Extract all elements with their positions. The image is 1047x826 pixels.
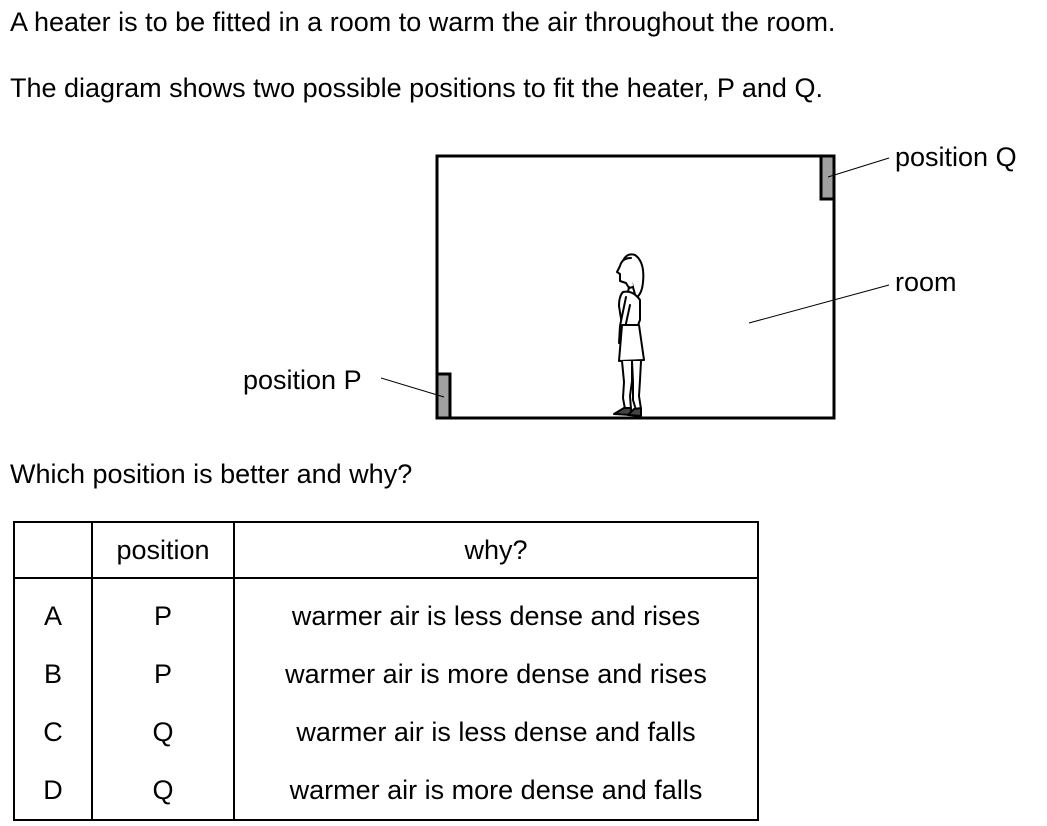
option-position: P xyxy=(92,578,234,645)
option-letter: C xyxy=(14,703,92,761)
question-line-1: A heater is to be fitted in a room to warm the air throughout the room. xyxy=(10,7,836,37)
option-position: Q xyxy=(92,761,234,820)
heater-p xyxy=(437,374,450,418)
option-position: Q xyxy=(92,703,234,761)
leader-line-q xyxy=(828,158,889,177)
header-letter xyxy=(14,522,92,578)
option-reason: warmer air is less dense and rises xyxy=(234,578,758,645)
option-row-a[interactable] xyxy=(14,578,758,645)
option-reason: warmer air is more dense and falls xyxy=(234,761,758,820)
leader-line-p xyxy=(381,378,444,397)
question-line-2: The diagram shows two possible positions to fit the heater, P and Q. xyxy=(10,73,823,103)
option-row-b[interactable] xyxy=(14,645,758,703)
header-why: why? xyxy=(234,522,758,578)
label-room: room xyxy=(895,267,957,297)
label-position-p: position P xyxy=(243,365,362,395)
option-letter: D xyxy=(14,761,92,820)
option-letter: B xyxy=(14,645,92,703)
option-letter: A xyxy=(14,578,92,645)
option-row-d[interactable] xyxy=(14,761,758,820)
option-position: P xyxy=(92,645,234,703)
option-reason: warmer air is less dense and falls xyxy=(234,703,758,761)
option-reason: warmer air is more dense and rises xyxy=(234,645,758,703)
label-position-q: position Q xyxy=(895,142,1017,172)
answer-options-table xyxy=(13,521,759,821)
table-header-row xyxy=(14,522,758,578)
heater-q xyxy=(821,156,834,199)
option-row-c[interactable] xyxy=(14,703,758,761)
question-prompt: Which position is better and why? xyxy=(10,459,413,489)
header-position: position xyxy=(92,522,234,578)
